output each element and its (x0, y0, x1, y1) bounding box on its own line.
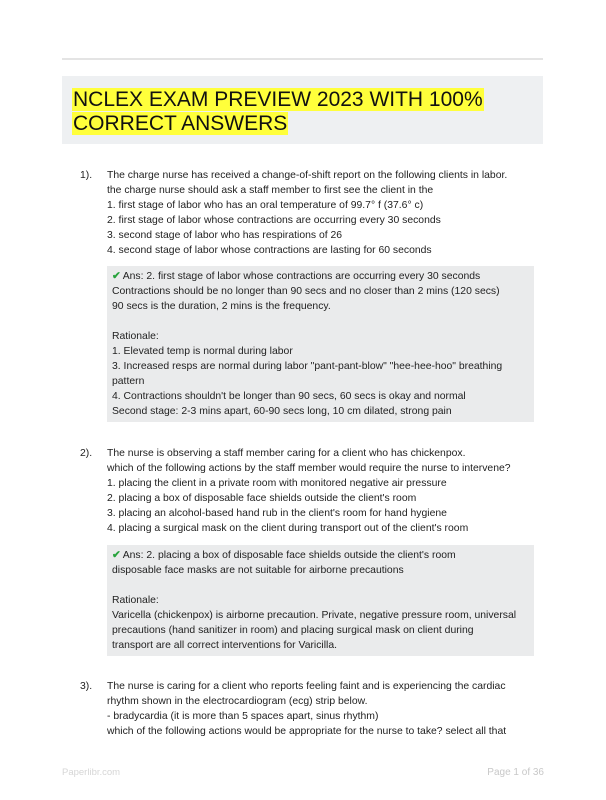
page-number: Page 1 of 36 (487, 767, 544, 778)
option-1: 1. first stage of labor who has an oral temperature of 99.7° f (37.6° c) (107, 200, 424, 211)
option-2: 2. first stage of labor whose contractions are occurring every 30 seconds (107, 215, 441, 226)
answer-line: Ans: 2. first stage of labor whose contractions are occurring every 30 seconds (122, 271, 481, 282)
question-1 (80, 168, 540, 258)
answer-line: transport are all correct interventions for Varicilla. (112, 640, 338, 651)
answer-line: Ans: 2. placing a box of disposable face shields outside the client's room (122, 550, 456, 561)
question-line: which of the following actions would be appropriate for the nurse to take? select all that (107, 726, 507, 737)
check-icon: ✔ (112, 550, 121, 561)
title-line-2: CORRECT ANSWERS (73, 112, 288, 135)
answer-line: 4. Contractions shouldn't be longer than 90 secs, 60 secs is okay and normal (112, 391, 466, 402)
option-2: 2. placing a box of disposable face shields outside the client's room (107, 493, 417, 504)
answer-line: 1. Elevated temp is normal during labor (112, 346, 293, 357)
question-line: which of the following actions by the staff member would require the nurse to intervene? (107, 463, 511, 474)
answer-line: precautions (hand sanitizer in room) and placing surgical mask on client during (112, 625, 474, 636)
question-line: - bradycardia (it is more than 5 spaces apart, sinus rhythm) (107, 711, 379, 722)
answer-line: 3. Increased resps are normal during labor "pant-pant-blow" "hee-hee-hoo" breathing (112, 361, 503, 372)
answer-spacer (112, 578, 528, 593)
title-line-1: NCLEX EXAM PREVIEW 2023 WITH 100% (73, 88, 483, 111)
option-3: 3. second stage of labor who has respirations of 26 (107, 230, 343, 241)
answer-line: 90 secs is the duration, 2 mins is the frequency. (112, 301, 331, 312)
rationale-heading: Rationale: (112, 331, 159, 342)
answer-line: disposable face masks are not suitable for airborne precautions (112, 565, 404, 576)
question-line: the charge nurse should ask a staff member to first see the client in the (107, 185, 434, 196)
check-icon: ✔ (112, 271, 121, 282)
question-2 (80, 446, 540, 536)
answer-box-2 (107, 545, 534, 656)
top-divider (62, 58, 543, 60)
question-line: The nurse is observing a staff member caring for a client who has chickenpox. (107, 448, 466, 459)
page-title (72, 88, 484, 136)
title-box (62, 76, 543, 144)
question-line: The charge nurse has received a change-of-shift report on the following clients in labor. (107, 170, 508, 181)
answer-spacer (112, 314, 528, 329)
answer-line: Second stage: 2-3 mins apart, 60-90 secs long, 10 cm dilated, strong pain (112, 406, 452, 417)
answer-box-1 (107, 266, 534, 422)
answer-line: pattern (112, 376, 145, 387)
option-4: 4. second stage of labor whose contractions are lasting for 60 seconds (107, 245, 432, 256)
question-line: rhythm shown in the electrocardiogram (ecg) strip below. (107, 696, 368, 707)
answer-line: Contractions should be no longer than 90 secs and no closer than 2 mins (120 secs) (112, 286, 500, 297)
question-number: 2). (80, 448, 93, 459)
footer-site: Paperlibr.com (62, 767, 121, 778)
question-number: 3). (80, 681, 93, 692)
question-line: The nurse is caring for a client who reports feeling faint and is experiencing the cardiac (107, 681, 506, 692)
option-3: 3. placing an alcohol-based hand rub in the client's room for hand hygiene (107, 508, 447, 519)
option-1: 1. placing the client in a private room with monitored negative air pressure (107, 478, 447, 489)
question-number: 1). (80, 170, 93, 181)
answer-line: Varicella (chickenpox) is airborne precaution. Private, negative pressure room, universal (112, 610, 517, 621)
question-3 (80, 679, 540, 739)
rationale-heading: Rationale: (112, 595, 159, 606)
option-4: 4. placing a surgical mask on the client during transport out of the client's room (107, 523, 469, 534)
